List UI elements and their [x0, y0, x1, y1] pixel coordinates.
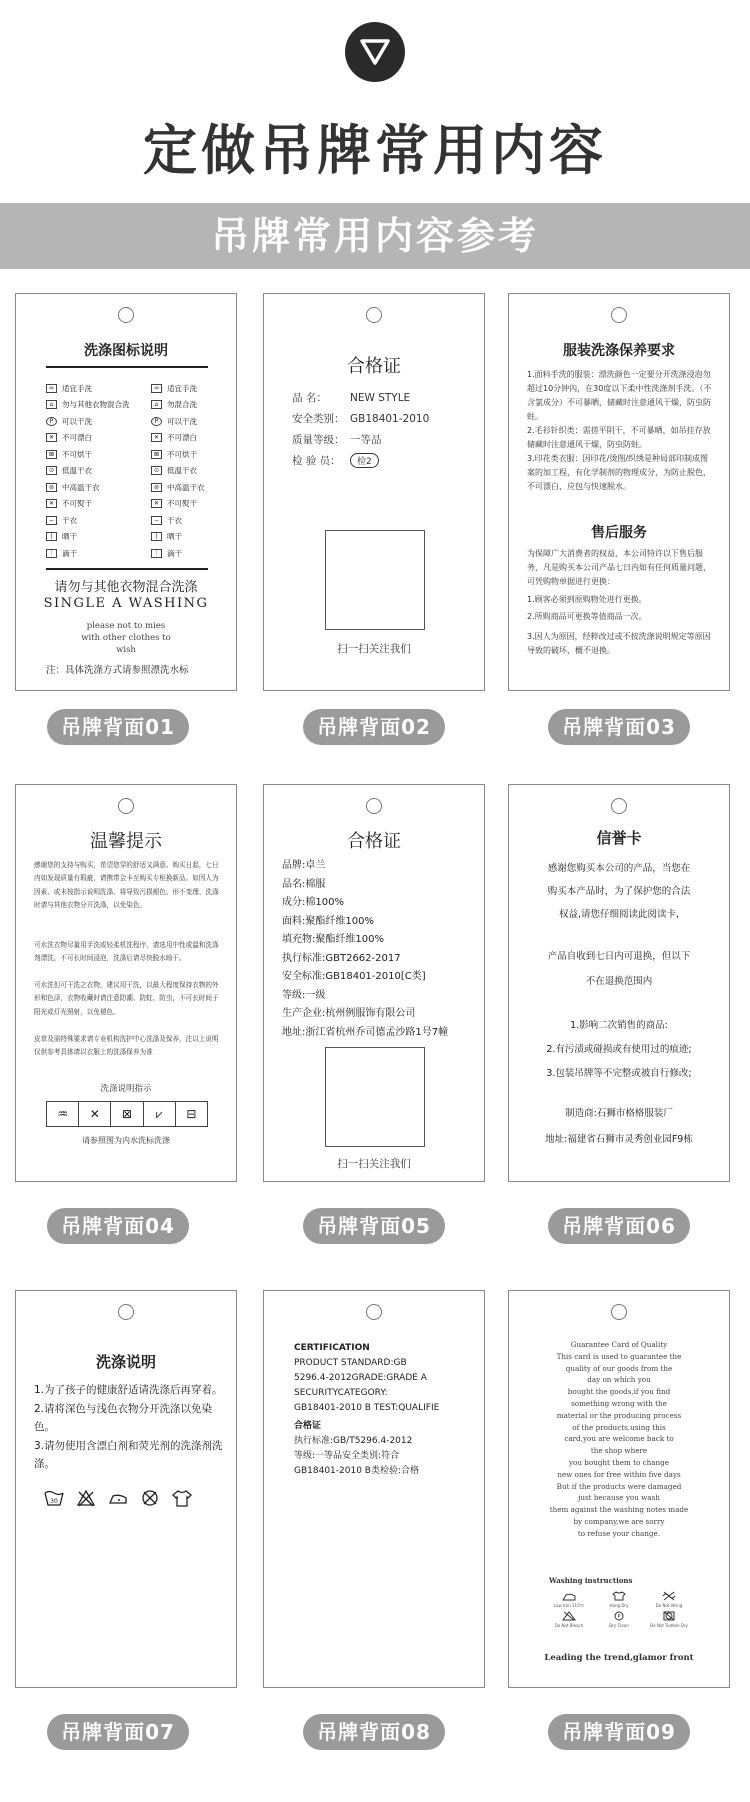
- no-iron-icon: ✕: [46, 499, 57, 508]
- low-iron-icon: [549, 1591, 589, 1608]
- no-bleach-icon: [549, 1611, 589, 1628]
- icon-caption: Do Not Wring: [655, 1603, 683, 1608]
- field-row: [292, 411, 429, 426]
- no-tumble-dry-icon: ⊠: [151, 450, 162, 459]
- svg-text:30: 30: [50, 1498, 58, 1505]
- info-line: 生产企业:杭州例服饰有限公司: [282, 1008, 416, 1019]
- care-label: 干衣: [167, 515, 182, 525]
- tag-hole: [366, 307, 382, 323]
- care-label: 中高温干衣: [62, 482, 100, 492]
- care-label: 滴干: [167, 548, 182, 558]
- care-label: 晒干: [62, 532, 77, 542]
- text-line: 3.包装吊牌等不完整或被自行修改;: [546, 1068, 692, 1079]
- guarantee-line: But if the products were damaged: [556, 1481, 682, 1491]
- washing-icons-row: [549, 1591, 689, 1608]
- tag-hole: [366, 798, 382, 814]
- no-wash-icon: ⩗: [144, 1102, 176, 1126]
- info-line: 安全标准:GB18401-2010[C类]: [282, 971, 426, 982]
- notice-paragraph: 感谢您的支持与购买，希望您穿的舒适又满意。购买日起，七日内如发现质量有瑕疵，请携带会卡至购买专柜换新品。如因人为因素、或未按指示说明洗涤、将导致污损褪色、形不变理、洗涤时请与其他衣物分开洗涤，以免染色。: [34, 861, 219, 910]
- card-title: 服装洗涤保养要求: [563, 343, 675, 359]
- wash-30-icon: [44, 1489, 64, 1507]
- tag-label-08: 吊牌背面08: [303, 1714, 445, 1750]
- no-dry-clean-icon: [140, 1489, 160, 1507]
- info-line: 面料:聚酯纤维100%: [282, 915, 374, 927]
- care-label: 勿与其他衣物混合洗: [62, 400, 130, 410]
- no-bleach-icon: ✕: [79, 1102, 111, 1126]
- dry-clean-icon: P: [46, 417, 57, 426]
- inspector-badge: 检2: [350, 453, 379, 468]
- card-title: 信誉卡: [596, 829, 642, 847]
- text-line: 权益,请您仔细阅读此阅读卡,: [558, 909, 680, 920]
- field-row: [292, 453, 379, 468]
- care-label: 晒干: [167, 532, 182, 542]
- instruction-item: 2.请将深色与浅色衣物分开洗涤以免染色。: [34, 1402, 213, 1433]
- no-bleach-icon: ✕: [46, 433, 57, 442]
- notice-paragraph: 可水洗但可干洗之衣物，建议用干洗，以最大程度保持衣物的外形和色泽，衣物收藏时请注意防潮、防蛀、防虫，不可长时间于阳光或灯光照射，以免褪色。: [34, 981, 219, 1016]
- care-label: 滴干: [62, 548, 77, 558]
- guarantee-line: the shop where: [590, 1446, 648, 1456]
- info-line: 品牌:卓兰: [282, 860, 326, 871]
- field-row: [292, 432, 382, 447]
- guarantee-line: quality of our goods from the: [565, 1363, 673, 1373]
- field-key: 品 名：: [292, 392, 327, 404]
- single-wash-text: SINGLE A WASHING: [43, 596, 209, 611]
- hand-wash-icon: ♒: [46, 384, 57, 393]
- guarantee-line: day on which you: [587, 1375, 651, 1385]
- tag-card-06: [508, 784, 730, 1182]
- no-wring-icon: [649, 1591, 689, 1608]
- wash-caption: 洗涤说明指示: [100, 1084, 152, 1094]
- tag-label-05: 吊牌背面05: [303, 1208, 445, 1244]
- page-title: 定做吊牌常用内容: [143, 119, 607, 182]
- tag-card-02: [263, 293, 485, 691]
- cert-line: SECURITYCATEGORY:: [294, 1388, 388, 1398]
- hand-wash-icon: ♒: [47, 1102, 79, 1126]
- scan-caption: 扫一扫关注我们: [337, 1158, 411, 1170]
- card-title: 合格证: [347, 831, 401, 852]
- instruction-item: 1.为了孩子的健康舒适请洗涤后再穿着。: [34, 1384, 223, 1396]
- care-label: 适宜手洗: [62, 383, 92, 393]
- tag-hole: [366, 1304, 382, 1320]
- tag-card-03: [508, 293, 730, 691]
- slogan: Leading the trend,glamor front: [544, 1653, 694, 1663]
- tag-hole: [611, 307, 627, 323]
- info-line: 成分:棉100%: [282, 897, 344, 908]
- field-row: [292, 390, 410, 405]
- mid-dry-icon: ⊚: [46, 483, 57, 492]
- line-dry-icon: |: [46, 532, 57, 541]
- low-dry-icon: ⊙: [46, 466, 57, 475]
- field-key: 安全类别：: [292, 413, 345, 425]
- care-label: 适宜手洗: [167, 383, 197, 393]
- guarantee-line: just because you wash: [578, 1493, 660, 1503]
- tag-card-09: [508, 1290, 730, 1688]
- care-label: 不可漂白: [167, 433, 197, 443]
- card-title: 洗涤说明: [95, 1353, 156, 1371]
- guarantee-line: by company,we are sorry: [573, 1516, 665, 1526]
- care-label: 不可熨干: [62, 499, 92, 509]
- tag-card-05: [263, 784, 485, 1182]
- tag-label-07: 吊牌背面07: [47, 1714, 189, 1750]
- washing-icons-row: [549, 1611, 689, 1628]
- divider: [46, 568, 208, 570]
- guarantee-text: [509, 1339, 729, 1540]
- hang-dry-icon: [599, 1591, 639, 1608]
- dry-clean-icon: [599, 1611, 639, 1628]
- cert-line: PRODUCT STANDARD:GB: [294, 1358, 407, 1368]
- instruction-item: 3.请勿使用含漂白剂和荧光剂的洗涤剂洗涤。: [34, 1439, 223, 1470]
- hand-wash-icon: ♒: [151, 384, 162, 393]
- guarantee-line: to refuse your change.: [577, 1528, 661, 1538]
- notice-paragraph: 皮草及需特殊要求请专业机构洗护中心洗涤及保养，注以上说明仅供参考具体请以衣服上的洗涤保养为准: [34, 1035, 219, 1057]
- english-note: wish: [116, 645, 136, 655]
- care-label: 不可烘干: [62, 449, 92, 459]
- section-banner: 吊牌常用内容参考: [0, 203, 750, 269]
- tag-card-01: [15, 293, 237, 691]
- care-symbol-list: [46, 380, 216, 562]
- care-label: 低温干衣: [167, 466, 197, 476]
- cert-heading: 合格证: [294, 1421, 322, 1431]
- icon-caption: Do Not Tumble Dry: [650, 1623, 688, 1628]
- no-iron-icon: ✕: [151, 499, 162, 508]
- shirt-icon: ⌂: [151, 400, 162, 409]
- no-bleach-icon: ✕: [151, 433, 162, 442]
- cert-line: 执行标准:GB/T5296.4-2012: [294, 1436, 413, 1446]
- guarantee-line: new ones for free within five days: [557, 1469, 681, 1479]
- footer-note: 请参照图为内水洗标洗涤: [82, 1136, 170, 1145]
- card-title: 温馨提示: [90, 831, 162, 852]
- iron-icon: [108, 1489, 128, 1507]
- info-line: 地址:浙江省杭州乔司德孟沙路1号7幢: [282, 1026, 449, 1038]
- dry-icon: −: [151, 516, 162, 525]
- shirt-icon: [172, 1489, 192, 1507]
- mid-dry-icon: ⊚: [151, 483, 162, 492]
- text-line: 感谢您购买本公司的产品，当您在: [547, 863, 691, 874]
- drip-dry-icon: ⋮: [46, 549, 57, 558]
- cert-line: 等级:一等品安全类别:符合: [294, 1451, 400, 1461]
- tag-card-08: [263, 1290, 485, 1688]
- no-tumble-dry-icon: ⊠: [111, 1102, 143, 1126]
- field-value: NEW STYLE: [350, 392, 411, 404]
- service-paragraph: 为保障广大消费者的权益，本公司特许以下售后服务，凡是购买本公司产品七日内如有任何质量问题，可凭购物单据进行更换：: [527, 549, 711, 586]
- tag-card-07: [15, 1290, 237, 1688]
- guarantee-line: bought the goods,if you find: [567, 1387, 671, 1397]
- tag-label-01: 吊牌背面01: [47, 709, 189, 745]
- guarantee-line: This card is used to guarantee the: [556, 1351, 682, 1361]
- service-item: 2.所购商品可更换等值商品一次。: [527, 612, 647, 621]
- guarantee-line: them against the washing notes made: [549, 1505, 689, 1515]
- down-triangle-icon: [345, 22, 405, 82]
- cert-line: GB18401-2010 B类检验:合格: [294, 1466, 419, 1476]
- care-label: 可以干洗: [62, 416, 92, 426]
- care-label: 不可烘干: [167, 449, 197, 459]
- care-label: 可以干洗: [167, 416, 197, 426]
- tag-card-04: [15, 784, 237, 1182]
- divider: [46, 366, 208, 368]
- field-key: 检 验 员：: [292, 455, 341, 467]
- service-item: 1.顾客必须到原购物处进行更换。: [527, 595, 647, 604]
- svg-text:P: P: [617, 1614, 621, 1620]
- tag-hole: [611, 798, 627, 814]
- care-label: 勿混合洗: [167, 400, 197, 410]
- care-icons: [44, 1489, 192, 1507]
- tag-label-02: 吊牌背面02: [303, 709, 445, 745]
- care-label: 中高温干衣: [167, 482, 205, 492]
- cert-line: 5296.4-2012GRADE:GRADE A: [294, 1373, 427, 1383]
- care-label: 干衣: [62, 515, 77, 525]
- line-dry-icon: |: [151, 532, 162, 541]
- care-label: 低温干衣: [62, 466, 92, 476]
- care-label: 不可漂白: [62, 433, 92, 443]
- field-value: 一等品: [350, 434, 382, 446]
- text-line: 购买本产品时，为了保护您的合法: [547, 886, 691, 897]
- english-note: please not to mies: [86, 621, 166, 631]
- field-value: GB18401-2010: [350, 413, 430, 425]
- qr-code-placeholder: [325, 530, 425, 630]
- scan-caption: 扫一扫关注我们: [337, 643, 411, 655]
- icon-caption: Low Iron 110℃: [553, 1603, 585, 1608]
- info-line: 填充物:聚酯纤维100%: [282, 934, 384, 945]
- info-line: 品名:棉服: [282, 878, 326, 890]
- guarantee-line: Guarantee Card of Quality: [570, 1340, 668, 1349]
- cert-heading: CERTIFICATION: [294, 1343, 370, 1353]
- care-paragraph: 3.印花类衣服：因印花/烫图/织绣是种局部印制成图案的加工程，有化学制剂的物理成分，为防止脱色，不可漂白，应包与快速脱水。: [527, 454, 711, 491]
- qr-code-placeholder: [325, 1047, 425, 1147]
- field-key: 质量等级：: [292, 434, 345, 446]
- dry-icon: −: [46, 516, 57, 525]
- footnote: 注：具体洗涤方式请参照漂洗水标: [46, 665, 189, 676]
- no-tumble-dry-icon: [649, 1611, 689, 1628]
- no-tumble-dry-icon: ⊠: [46, 450, 57, 459]
- certificate-lines: [282, 857, 448, 1042]
- english-note: with other clothes to: [81, 633, 171, 643]
- care-label: 不可熨干: [167, 499, 197, 509]
- care-paragraph: 2.毛衫针织类：需搓平阴干，不可暴晒，如吊挂存放储藏时注意通风干燥，防虫防蛀。: [527, 426, 711, 449]
- tag-label-06: 吊牌背面06: [548, 1208, 690, 1244]
- tag-label-04: 吊牌背面04: [47, 1208, 189, 1244]
- guarantee-line: card,you are welcome back to: [564, 1434, 674, 1444]
- tag-label-03: 吊牌背面03: [548, 709, 690, 745]
- low-dry-icon: ⊙: [151, 466, 162, 475]
- text-line: 1.影响二次销售的商品:: [570, 1020, 668, 1031]
- drip-dry-icon: ⋮: [151, 549, 162, 558]
- tag-hole: [118, 307, 134, 323]
- text-line: 地址:福建省石狮市灵秀创业园F9栋: [545, 1134, 693, 1145]
- icon-caption: Hang Dry: [609, 1603, 629, 1608]
- card-subtitle: 售后服务: [591, 525, 647, 541]
- care-paragraph: 1.面料手洗的服装：漂洗颜色一定要分开洗涤浸泡勿超过10分钟內，在30度以下柔中性洗涤剂手洗。（不含氯成分）不可暴晒，储藏时注意通风干燥，防虫防蛀。: [527, 370, 712, 421]
- flat-dry-icon: ⊟: [186, 1107, 197, 1121]
- text-line: 制造商:石狮市格格服装厂: [565, 1108, 673, 1119]
- guarantee-line: of the products,using this: [572, 1422, 666, 1432]
- shirt-icon: ⌂: [46, 400, 57, 409]
- guarantee-line: material or the producing process: [556, 1410, 682, 1420]
- tag-label-09: 吊牌背面09: [548, 1714, 690, 1750]
- guarantee-line: something wrong with the: [571, 1398, 667, 1408]
- text-line: 2.有污渍或碰损或有使用过的痕迹;: [546, 1044, 692, 1055]
- notice-paragraph: 可水洗衣物尽量用手洗或轻柔机洗程序，请选用中性或温和洗涤剂漂洗，不可长时间浸泡，洗涤后请尽快脱水晾干。: [34, 941, 219, 963]
- text-line: 产品自收到七日内可退换，但以下: [547, 951, 691, 962]
- no-bleach-icon: [76, 1489, 96, 1507]
- instruction-list: [34, 1381, 229, 1474]
- certification-text: [294, 1341, 474, 1479]
- icon-caption: Do Not Bleach: [554, 1623, 584, 1628]
- tag-hole: [611, 1304, 627, 1320]
- tag-hole: [118, 798, 134, 814]
- guarantee-line: you bought them to change: [568, 1457, 670, 1467]
- info-line: 执行标准:GBT2662-2017: [282, 952, 401, 964]
- dry-clean-icon: P: [151, 417, 162, 426]
- mix-warning: 请勿与其他衣物混合洗涤: [54, 580, 198, 595]
- service-item: 3.因人为原因，经粹改过或不按洗涤说明规定等原因导致的破坏，概不退换。: [527, 632, 711, 655]
- card-title: 合格证: [347, 356, 401, 377]
- text-line: 不在退换范围内: [585, 976, 653, 987]
- washing-heading: Washing instructions: [549, 1576, 633, 1585]
- tag-hole: [118, 1304, 134, 1320]
- cert-line: GB18401-2010 B TEST:QUALIFIE: [294, 1403, 440, 1413]
- info-line: 等级:一级: [282, 989, 326, 1001]
- icon-caption: Dry Clean: [609, 1623, 629, 1628]
- care-icon-strip: [46, 1101, 208, 1127]
- card-title: 洗涤图标说明: [84, 343, 168, 359]
